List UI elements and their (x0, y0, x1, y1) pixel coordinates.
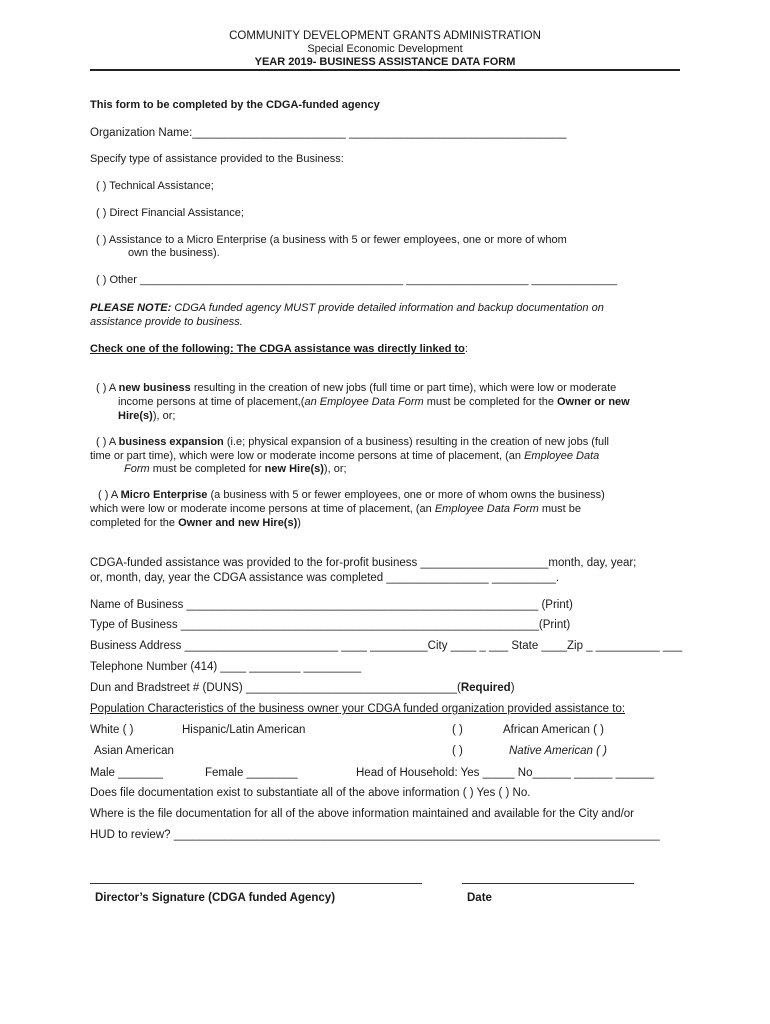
please-note (90, 302, 604, 315)
business-address-field[interactable]: Business Address ________________________ ____ _________City ____ _ ___ State ____Zip _ __________ ___ (90, 640, 683, 652)
native-american-checkbox[interactable]: Native American ( ) (509, 745, 607, 757)
hires-label: Hire(s) (118, 410, 153, 422)
check-heading (90, 343, 468, 356)
assistance-type-prompt: Specify type of assistance provided to the Business: (90, 153, 344, 165)
hud-review-field[interactable]: HUD to review? ____________________________________________________________________________ (90, 829, 660, 841)
micro-enterprise-line3 (90, 517, 301, 530)
technical-assistance-checkbox[interactable]: ( ) Technical Assistance; (96, 180, 214, 192)
micro-enterprise-label: Micro Enterprise (120, 489, 208, 501)
owner-new-label: Owner or new (557, 396, 630, 408)
micro-enterprise-line2 (90, 503, 581, 516)
hispanic-checkbox[interactable]: ( ) (452, 724, 463, 736)
employee-data-ref: Employee Data (524, 450, 600, 462)
business-expansion-end: ), or; (323, 463, 347, 475)
micro-enterprise-checkbox[interactable]: ( ) Assistance to a Micro Enterprise (a business with 5 or fewer employees, one or more of whom (96, 234, 567, 246)
business-expansion-label: business expansion (118, 436, 224, 448)
owner-and-new-hires-label: Owner and new Hire(s) (178, 517, 298, 529)
population-heading: Population Characteristics of the business owner your CDGA funded organization provided assistance to: (90, 703, 626, 715)
date-line[interactable] (462, 883, 634, 884)
new-business-label: new business (118, 382, 191, 394)
program-subtitle: Special Economic Development (307, 43, 463, 55)
director-signature-line[interactable] (90, 883, 422, 884)
male-field[interactable]: Male _______ (90, 767, 163, 779)
business-expansion-line3 (124, 463, 347, 476)
other-assistance-field[interactable]: ( ) Other ___________________________________________ ____________________ ______________ (96, 274, 618, 286)
business-expansion-checkbox[interactable]: ( ) A (96, 436, 119, 448)
micro-enterprise-option-checkbox[interactable]: ( ) A (98, 489, 121, 501)
organization-name-field[interactable]: Organization Name:________________________ __________________________________ (90, 127, 567, 139)
documentation-exists-field[interactable]: Does file documentation exist to substantiate all of the above information ( ) Yes ( ) No. (90, 787, 531, 799)
micro-enterprise-text-4: completed for the (90, 517, 179, 529)
micro-enterprise-text-2: which were low or moderate income persons at time of placement, (an (90, 503, 435, 515)
micro-enterprise-text-3: must be (538, 503, 581, 515)
intro-text: This form to be completed by the CDGA-funded agency (90, 99, 380, 111)
african-american-checkbox[interactable]: African American ( ) (503, 724, 604, 736)
duns-label: Dun and Bradstreet # (DUNS) _________________________________( (90, 682, 461, 694)
documentation-location-prompt: Where is the file documentation for all of the above information maintained and available for the City and/or (90, 808, 635, 820)
form-ref: Form (124, 463, 150, 475)
date-label: Date (467, 892, 492, 904)
new-business-text-2: income persons at time of placement,( (118, 396, 305, 408)
business-expansion-line2 (90, 450, 599, 463)
new-hires-label: new Hire(s) (264, 463, 324, 475)
new-business-end: ), or; (152, 410, 176, 422)
micro-enterprise-option[interactable] (98, 489, 605, 502)
employee-data-form-ref-2: Employee Data Form (434, 503, 539, 515)
new-business-checkbox[interactable]: ( ) A (96, 382, 119, 394)
required-label: Required (460, 682, 511, 694)
female-field[interactable]: Female ________ (205, 767, 298, 779)
check-heading-text: Check one of the following: The CDGA assistance was directly linked to (90, 343, 465, 355)
white-checkbox[interactable]: White ( ) (90, 724, 134, 736)
business-expansion-option[interactable] (96, 436, 609, 449)
employee-data-form-ref: an Employee Data Form (304, 396, 424, 408)
new-business-line2 (118, 396, 630, 409)
micro-enterprise-continued: own the business). (128, 247, 220, 259)
new-business-text: resulting in the creation of new jobs (full time or part time), which were low or moderate (190, 382, 617, 394)
duns-field[interactable] (90, 682, 515, 695)
business-expansion-text-2: time or part time), which were low or moderate income persons at time of placement, (an (90, 450, 525, 462)
assistance-completed-date-field[interactable]: or, month, day, year the CDGA assistance was completed ________________ __________. (90, 572, 560, 584)
business-type-field[interactable]: Type of Business ________________________________________________________(Print) (90, 619, 571, 631)
header-rule (90, 69, 680, 71)
business-name-field[interactable]: Name of Business _______________________________________________________ (Print) (90, 599, 573, 611)
telephone-field[interactable]: Telephone Number (414) ____ ________ _________ (90, 661, 362, 673)
note-label: PLEASE NOTE: (90, 302, 172, 314)
asian-american-checkbox[interactable]: ( ) (452, 745, 463, 757)
check-heading-colon: : (464, 343, 468, 355)
head-of-household-field[interactable]: Head of Household: Yes _____ No______ ______ ______ (356, 767, 654, 779)
agency-title: COMMUNITY DEVELOPMENT GRANTS ADMINISTRATION (229, 30, 541, 42)
duns-end: ) (510, 682, 515, 694)
form-title: YEAR 2019- BUSINESS ASSISTANCE DATA FORM (254, 56, 516, 68)
new-business-line3 (118, 410, 175, 423)
note-text-continued: assistance provide to business. (90, 316, 243, 328)
director-signature-label: Director’s Signature (CDGA funded Agency) (95, 892, 336, 904)
business-expansion-text-3: must be completed for (149, 463, 265, 475)
direct-financial-checkbox[interactable]: ( ) Direct Financial Assistance; (96, 207, 244, 219)
new-business-text-3: must be completed for the (423, 396, 557, 408)
note-text: CDGA funded agency MUST provide detailed information and backup documentation on (171, 302, 604, 314)
asian-american-label: Asian American (94, 745, 174, 757)
assistance-provided-date-field[interactable]: CDGA-funded assistance was provided to the for-profit business ____________________month, day, year; (90, 557, 637, 569)
micro-enterprise-text: (a business with 5 or fewer employees, one or more of whom owns the business) (207, 489, 605, 501)
new-business-option[interactable] (96, 382, 616, 395)
micro-enterprise-end: ) (297, 517, 301, 529)
hispanic-label: Hispanic/Latin American (182, 724, 306, 736)
business-expansion-text: (i.e; physical expansion of a business) resulting in the creation of new jobs (full (223, 436, 609, 448)
